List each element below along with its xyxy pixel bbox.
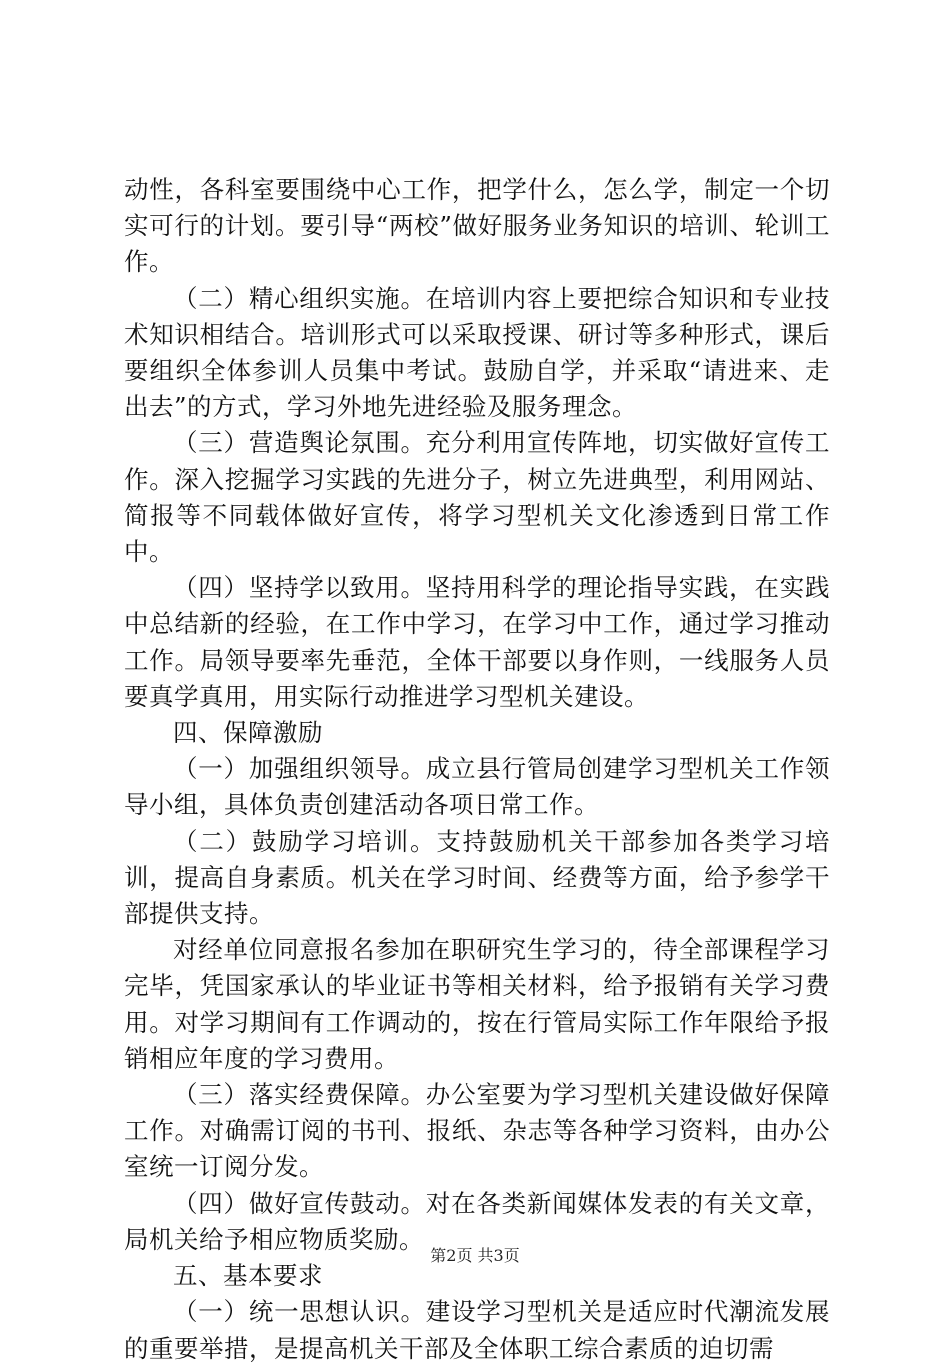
paragraph: （二）鼓励学习培训。支持鼓励机关干部参加各类学习培训，提高自身素质。机关在学习时间、经费等方面，给予参学干部提供支持。	[124, 826, 830, 929]
paragraph: （四）做好宣传鼓动。对在各类新闻媒体发表的有关文章，局机关给予相应物质奖励。	[124, 1188, 830, 1254]
paragraph: （一）统一思想认识。建设学习型机关是适应时代潮流发展的重要举措，是提高机关干部及全体职工综合素质的迫切需	[124, 1297, 830, 1363]
page-footer: 第2页 共3页	[430, 1246, 520, 1265]
paragraph: （二）精心组织实施。在培训内容上要把综合知识和专业技术知识相结合。培训形式可以采取授课、研讨等多种形式，课后要组织全体参训人员集中考试。鼓励自学，并采取“请进来、走出去”的方式，学习外地先进经验及服务理念。	[124, 283, 830, 422]
paragraph: 五、基本要求	[173, 1261, 323, 1291]
paragraph: （四）坚持学以致用。坚持用科学的理论指导实践，在实践中总结新的经验，在工作中学习，在学习中工作，通过学习推动工作。局领导要率先垂范，全体干部要以身作则，一线服务人员要真学真用，用实际行动推进学习型机关建设。	[124, 573, 830, 711]
paragraph: （三）落实经费保障。办公室要为学习型机关建设做好保障工作。对确需订阅的书刊、报纸、杂志等各种学习资料，由办公室统一订阅分发。	[124, 1080, 830, 1182]
document-body	[124, 172, 830, 1367]
paragraph: 动性，各科室要围绕中心工作，把学什么，怎么学，制定一个切实可行的计划。要引导“两校”做好服务业务知识的培训、轮训工作。	[124, 175, 830, 277]
paragraph: 四、保障激励	[173, 718, 323, 748]
paragraph: （三）营造舆论氛围。充分利用宣传阵地，切实做好宣传工作。深入挖掘学习实践的先进分子，树立先进典型，利用网站、简报等不同载体做好宣传，将学习型机关文化渗透到日常工作中。	[124, 428, 830, 567]
paragraph: 对经单位同意报名参加在职研究生学习的，待全部课程学习完毕，凭国家承认的毕业证书等相关材料，给予报销有关学习费用。对学习期间有工作调动的，按在行管局实际工作年限给予报销相应年度的学习费用。	[124, 935, 830, 1073]
paragraph: （一）加强组织领导。成立县行管局创建学习型机关工作领导小组，具体负责创建活动各项日常工作。	[124, 754, 830, 820]
